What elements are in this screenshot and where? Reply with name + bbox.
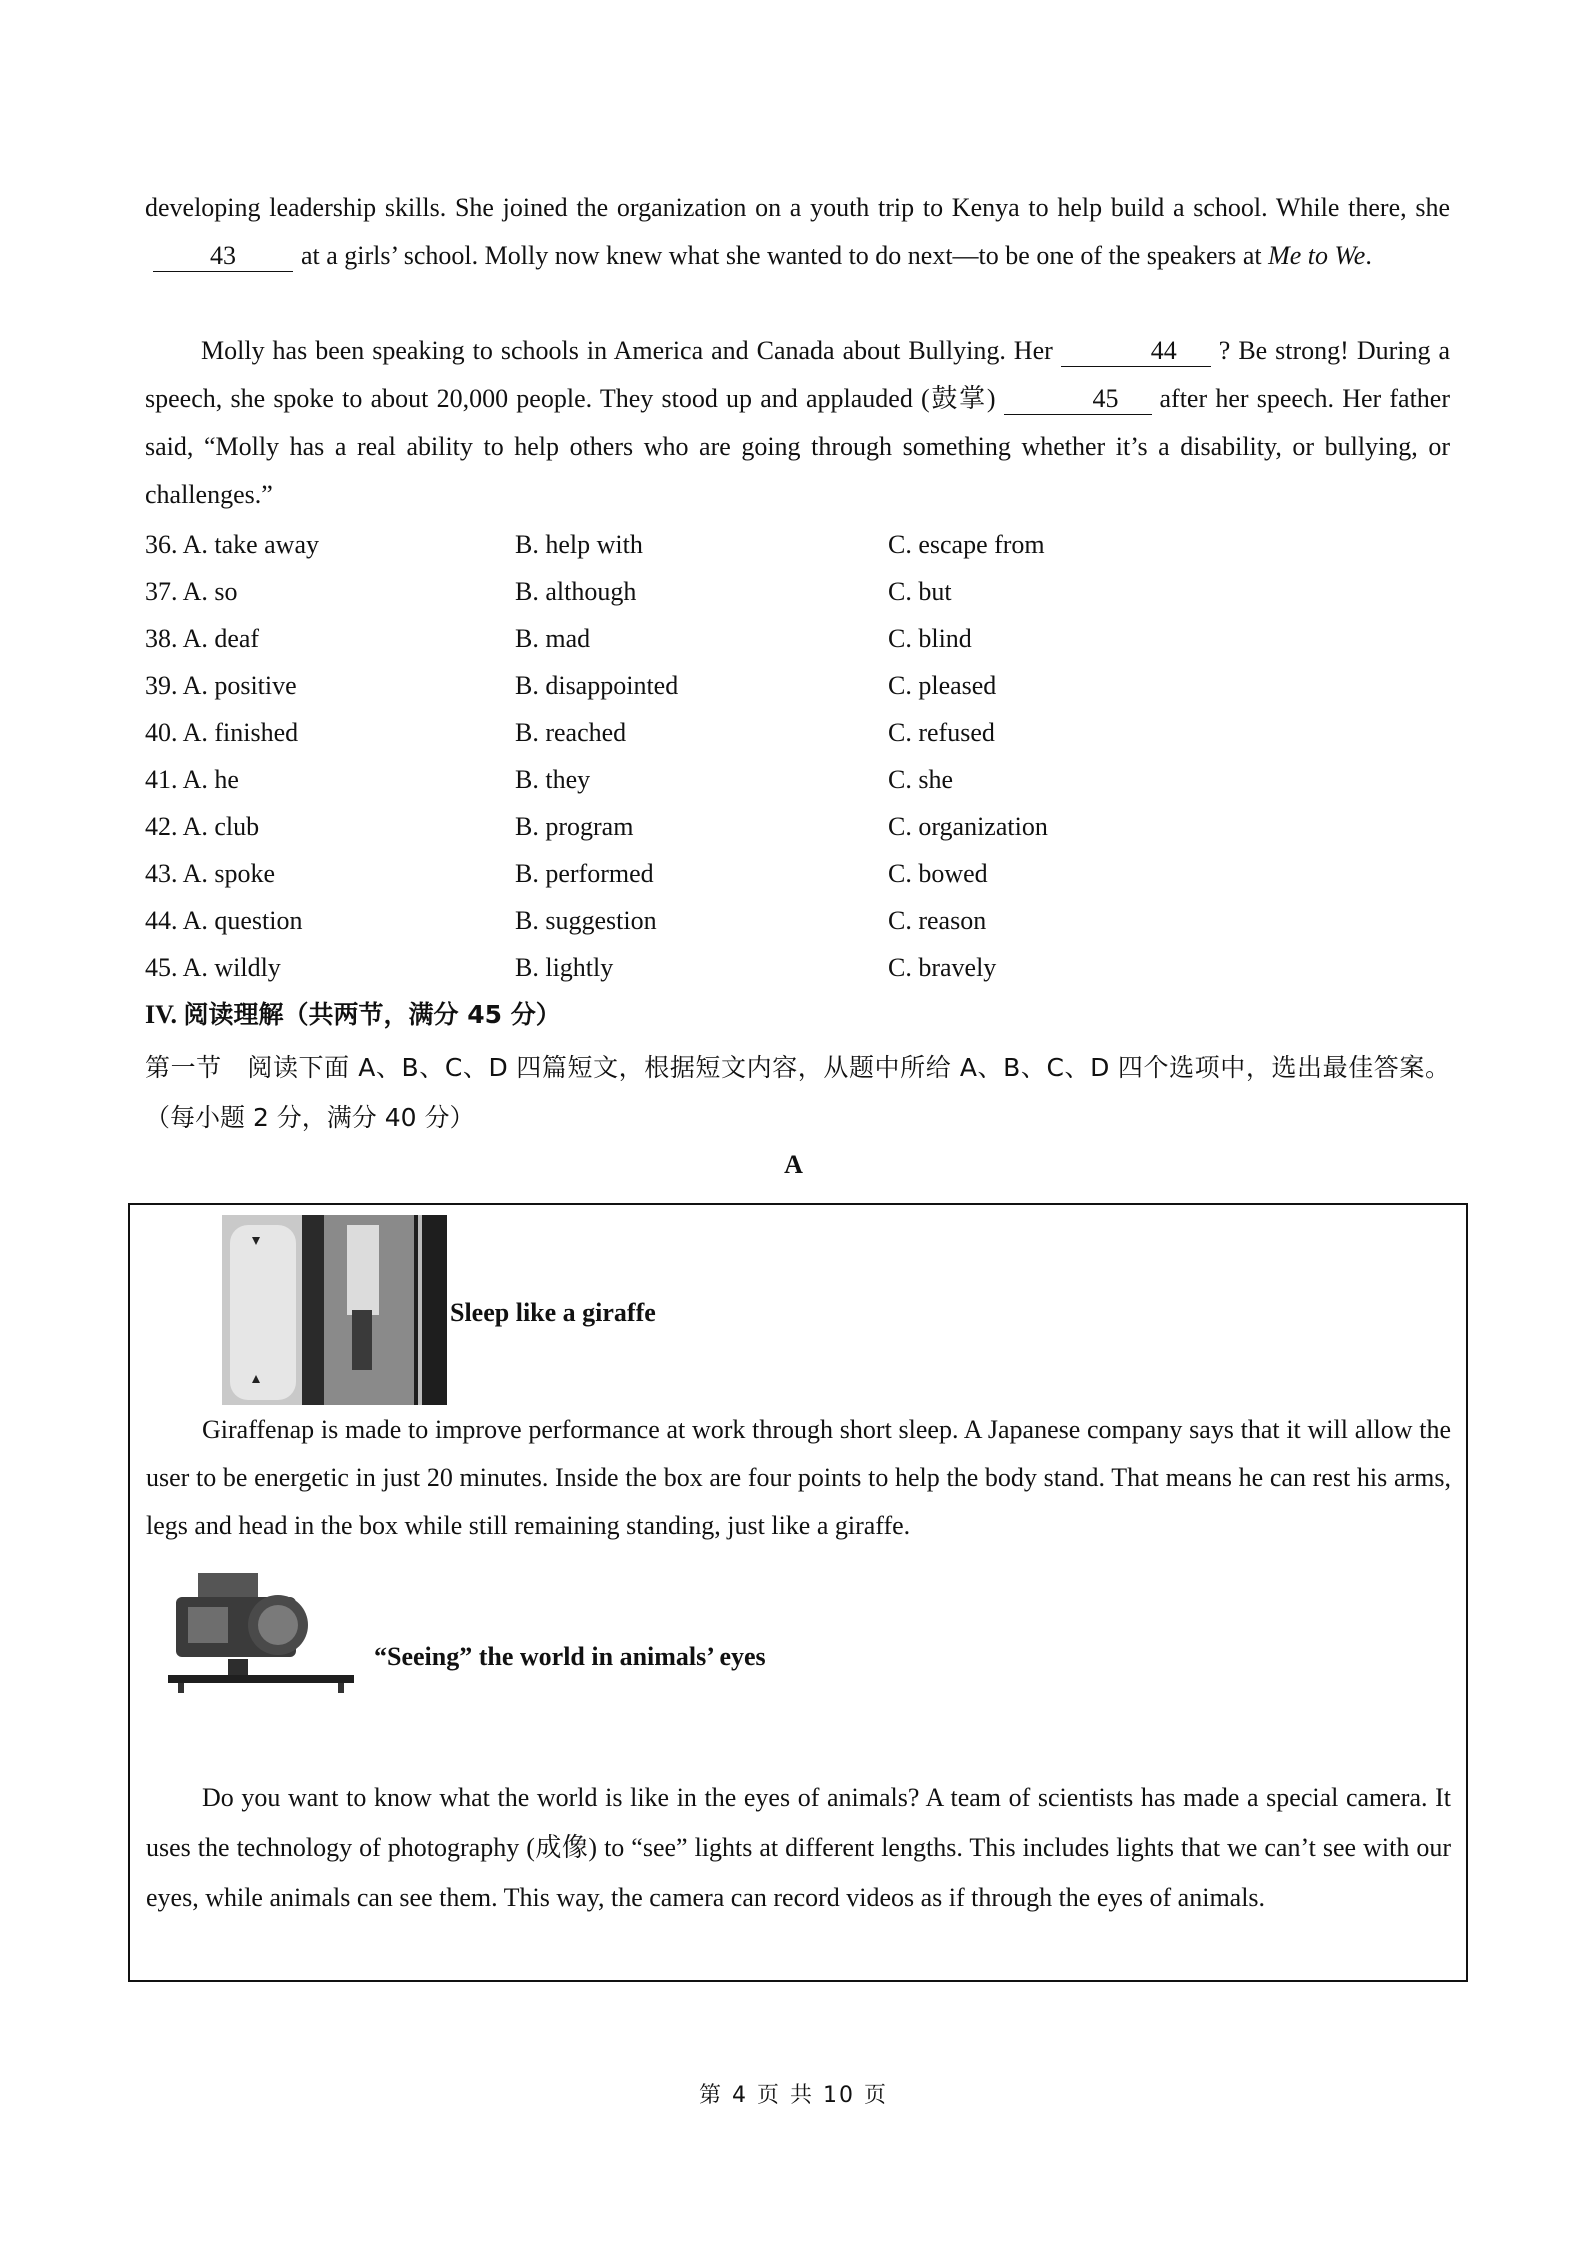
- cloze-line-1: developing leadership skills. She joined the organization on a youth trip to Kenya to help build a school. While: [145, 193, 1340, 222]
- cloze-paragraph-1: [145, 184, 1450, 280]
- option-b: B. help with: [515, 530, 643, 559]
- option-row: [145, 709, 1145, 756]
- option-b: B. program: [515, 812, 634, 841]
- cloze-p2-post: after her speech. Her father said, “Molly has a real ability to help others who are going through something whether it’s a disability, or bullying, or challenges.”: [145, 384, 1450, 509]
- option-c: C. blind: [888, 624, 972, 653]
- cloze-line-2-pre: there, she: [1348, 193, 1451, 222]
- cloze-paragraph-2: [145, 327, 1450, 519]
- item-title-giraffe: Sleep like a giraffe: [450, 1298, 656, 1327]
- option-b: B. suggestion: [515, 906, 657, 935]
- option-c: C. but: [888, 577, 952, 606]
- option-c: C. escape from: [888, 530, 1045, 559]
- item-body-giraffe: Giraffenap is made to improve performance at work through short sleep. A Japanese company says that it will allow the user to be energetic in just 20 minutes. Inside the box are four points to help the body stand. That means he can rest his arms, legs and head in the box while still remaining standing, just like a giraffe.: [146, 1415, 1451, 1540]
- option-c: C. pleased: [888, 671, 997, 700]
- option-c: C. she: [888, 765, 953, 794]
- option-c: C. bravely: [888, 953, 997, 982]
- option-a: 37. A. so: [145, 577, 238, 606]
- option-a: 40. A. finished: [145, 718, 299, 747]
- item-body-camera: Do you want to know what the world is like in the eyes of animals? A team of scientists has made a special camera. It uses the technology of photography (成像) to “see” lights at different lengths. This includes lights that we can’t see with our eyes, while animals can see them. This way, the camera can record videos as if through the eyes of animals.: [146, 1783, 1451, 1912]
- option-row: [145, 803, 1145, 850]
- blank-43: 43: [153, 241, 293, 272]
- option-row: [145, 944, 1145, 991]
- option-c: C. refused: [888, 718, 995, 747]
- blank-44: 44: [1061, 336, 1211, 367]
- cloze-p2-pre: Molly has been speaking to schools in America and Canada about Bullying. Her: [201, 336, 1053, 365]
- camera-photo: [168, 1567, 354, 1697]
- option-b: B. lightly: [515, 953, 614, 982]
- option-c: C. bowed: [888, 859, 988, 888]
- option-a: 43. A. spoke: [145, 859, 275, 888]
- option-row: [145, 615, 1145, 662]
- cloze-line-2-post: at a girls’ school. Molly now knew what she wanted to do next—to be one of the speakers: [301, 241, 1237, 270]
- option-row: [145, 662, 1145, 709]
- giraffenap-photo: [222, 1215, 447, 1405]
- item-title-camera: “Seeing” the world in animals’ eyes: [374, 1642, 766, 1671]
- option-c: C. reason: [888, 906, 987, 935]
- blank-45: 45: [1004, 384, 1152, 415]
- cloze-line-3-pre: at: [1242, 241, 1262, 270]
- option-b: B. they: [515, 765, 591, 794]
- section-instructions: 第一节 阅读下面 A、B、C、D 四篇短文，根据短文内容，从题中所给 A、B、C、D 四个选项中，选出最佳答案。（每小题 2 分，满分 40 分）: [145, 1053, 1450, 1132]
- org-name: Me to We: [1268, 241, 1366, 270]
- option-row: [145, 756, 1145, 803]
- option-row: [145, 897, 1145, 944]
- option-row: [145, 568, 1145, 615]
- passage-letter: A: [784, 1150, 803, 1179]
- period: .: [1365, 241, 1372, 270]
- option-row: [145, 850, 1145, 897]
- option-b: B. although: [515, 577, 637, 606]
- option-row: [145, 521, 1145, 568]
- option-b: B. reached: [515, 718, 627, 747]
- option-a: 42. A. club: [145, 812, 260, 841]
- option-a: 44. A. question: [145, 906, 303, 935]
- option-a: 41. A. he: [145, 765, 239, 794]
- option-b: B. disappointed: [515, 671, 679, 700]
- option-a: 38. A. deaf: [145, 624, 260, 653]
- section-number: IV.: [145, 1000, 178, 1029]
- option-a: 39. A. positive: [145, 671, 297, 700]
- option-c: C. organization: [888, 812, 1048, 841]
- option-a: 45. A. wildly: [145, 953, 281, 982]
- passage-box: [128, 1203, 1468, 1982]
- section-title: [145, 992, 561, 1038]
- cloze-p2-mid: ? Be strong! During a speech, she spoke to about 20,000 people. They stood up and applauded (鼓掌): [145, 336, 1451, 413]
- page-footer: 第 4 页 共 10 页: [699, 2083, 888, 2108]
- section-title-text: 阅读理解（共两节，满分 45 分）: [183, 1000, 561, 1029]
- option-a: 36. A. take away: [145, 530, 320, 559]
- option-b: B. mad: [515, 624, 591, 653]
- option-b: B. performed: [515, 859, 654, 888]
